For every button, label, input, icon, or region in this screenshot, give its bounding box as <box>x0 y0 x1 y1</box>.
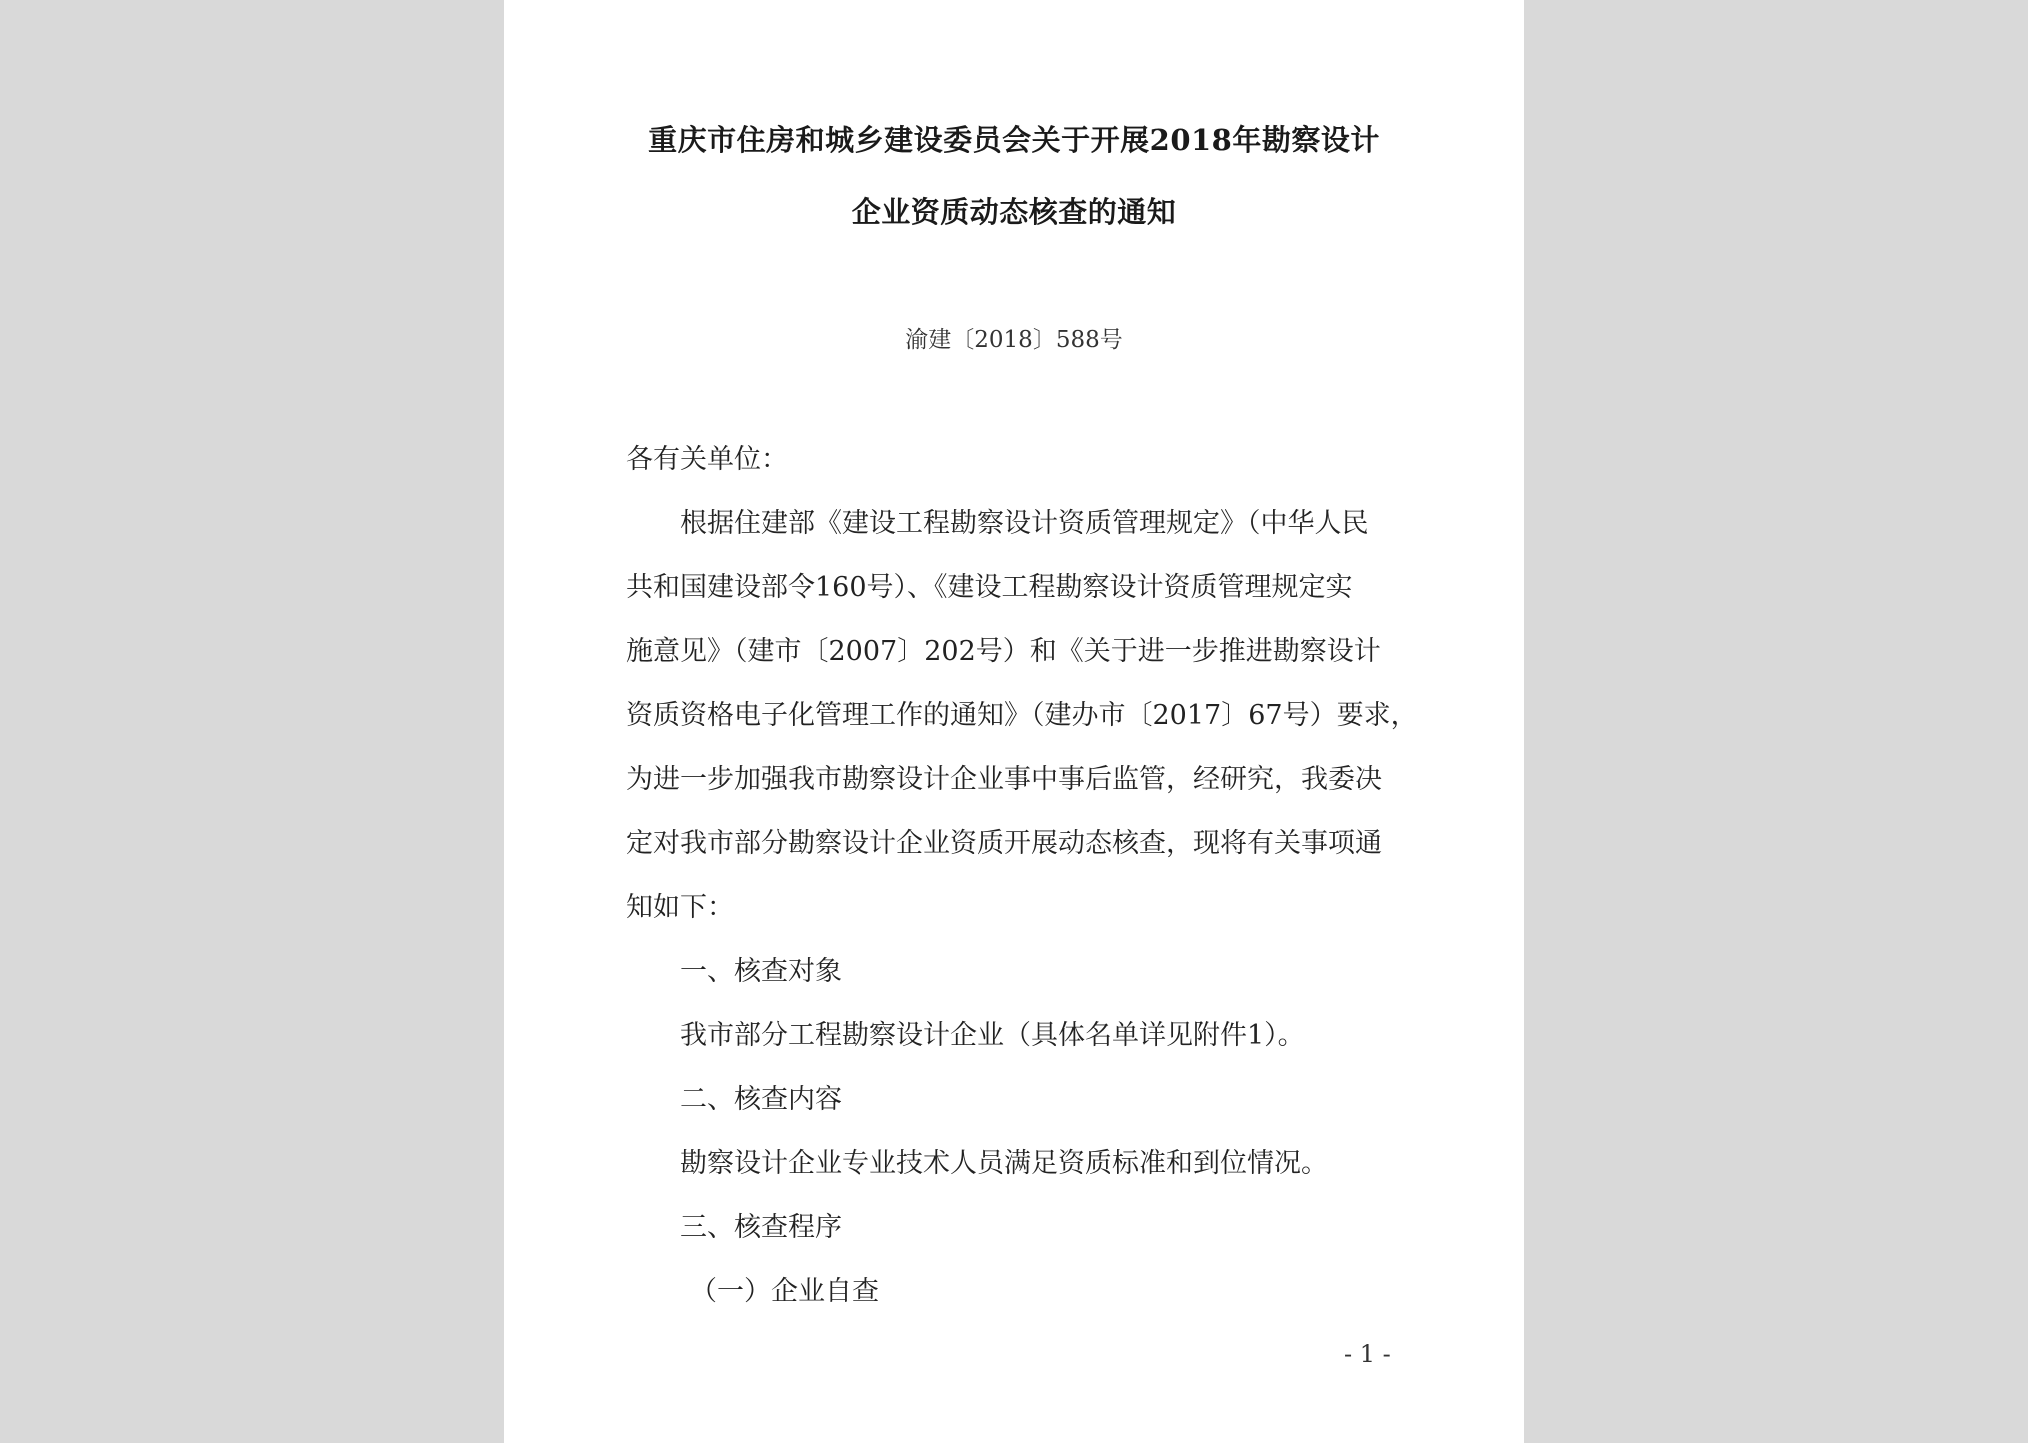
salutation: 各有关单位： <box>626 444 788 475</box>
subsection-1-heading: （一）企业自查 <box>690 1276 879 1307</box>
document-title-line-1: 重庆市住房和城乡建设委员会关于开展2018年勘察设计 <box>648 123 1380 157</box>
section-2-text: 勘察设计企业专业技术人员满足资质标准和到位情况。 <box>680 1148 1328 1179</box>
section-1-text: 我市部分工程勘察设计企业（具体名单详见附件1）。 <box>680 1020 1305 1051</box>
body-line-6: 定对我市部分勘察设计企业资质开展动态核查，现将有关事项通 <box>626 828 1382 859</box>
document-page <box>504 0 1524 1443</box>
body-line-1: 根据住建部《建设工程勘察设计资质管理规定》（中华人民 <box>680 508 1369 539</box>
body-line-7: 知如下： <box>626 892 734 923</box>
document-number: 渝建〔2018〕588号 <box>905 327 1123 353</box>
document-title-line-2: 企业资质动态核查的通知 <box>851 195 1177 229</box>
section-3-heading: 三、核查程序 <box>680 1212 842 1243</box>
section-2-heading: 二、核查内容 <box>680 1084 842 1115</box>
body-line-2: 共和国建设部令160号）、《建设工程勘察设计资质管理规定实 <box>626 572 1353 603</box>
body-line-3: 施意见》（建市〔2007〕202号）和《关于进一步推进勘察设计 <box>626 636 1381 667</box>
body-line-4: 资质资格电子化管理工作的通知》（建办市〔2017〕67号）要求， <box>626 700 1418 731</box>
page-number: - 1 - <box>1344 1340 1391 1368</box>
body-line-5: 为进一步加强我市勘察设计企业事中事后监管，经研究，我委决 <box>626 764 1382 795</box>
section-1-heading: 一、核查对象 <box>680 956 842 987</box>
